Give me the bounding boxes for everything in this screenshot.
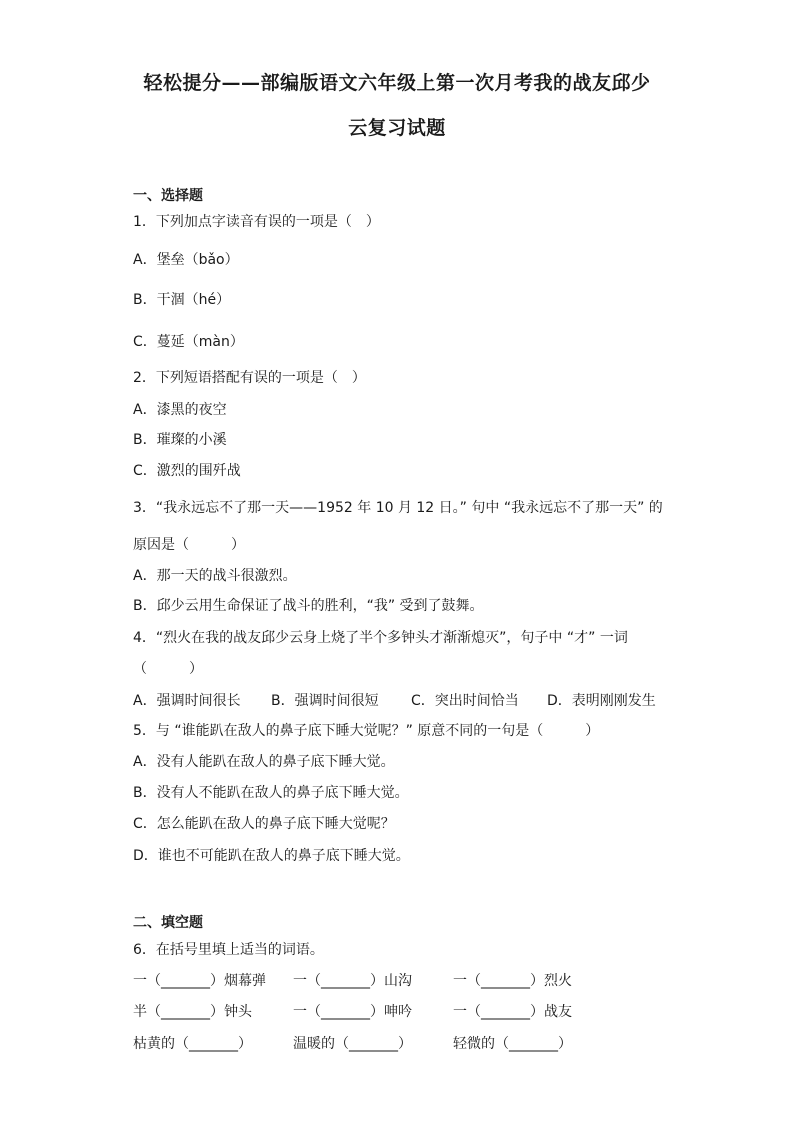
page-title-line1: 轻松提分——部编版语文六年级上第一次月考我的战友邱少 <box>143 72 651 94</box>
question-3-stem-line2: 原因是（ ） <box>133 537 245 553</box>
fill-blank-item: 轻微的（_______） <box>453 1036 572 1052</box>
question-1-option-c: C．蔓延（màn） <box>133 334 244 350</box>
question-5-stem: 5．与 “谁能趴在敌人的鼻子底下睡大觉呢？” 原意不同的一句是（ ） <box>133 723 600 739</box>
question-5-option-d: D．谁也不可能趴在敌人的鼻子底下睡大觉。 <box>133 848 410 864</box>
question-3-option-a: A．那一天的战斗很激烈。 <box>133 568 297 584</box>
question-2-option-a: A．漆黑的夜空 <box>133 402 227 418</box>
question-6-stem: 6．在括号里填上适当的词语。 <box>133 942 324 958</box>
question-4-option-b: B．强调时间很短 <box>271 693 379 709</box>
section-heading-fill: 二、填空题 <box>133 915 203 931</box>
question-2-option-b: B．璀璨的小溪 <box>133 432 227 448</box>
question-5-option-b: B．没有人不能趴在敌人的鼻子底下睡大觉。 <box>133 785 409 801</box>
question-4-option-d: D．表明刚刚发生 <box>547 693 656 709</box>
question-4-option-a: A．强调时间很长 <box>133 693 241 709</box>
fill-blank-item: 一（_______）烟幕弹 <box>133 973 266 989</box>
question-6-row-2 <box>133 1002 593 1022</box>
page-title-line2: 云复习试题 <box>348 117 446 139</box>
question-2-stem: 2．下列短语搭配有误的一项是（ ） <box>133 370 366 386</box>
fill-blank-item: 一（_______）战友 <box>453 1004 572 1020</box>
fill-blank-item: 一（_______）烈火 <box>453 973 572 989</box>
question-3-option-b: B．邱少云用生命保证了战斗的胜利，“我” 受到了鼓舞。 <box>133 598 484 614</box>
question-4-stem-line2: （ ） <box>133 661 203 677</box>
question-4-stem-line1: 4．“烈火在我的战友邱少云身上烧了半个多钟头才渐渐熄灭”，句子中 “才” 一词 <box>133 630 628 646</box>
fill-blank-item: 枯黄的（_______） <box>133 1036 252 1052</box>
question-1-option-b: B．干涸（hé） <box>133 292 231 308</box>
fill-blank-item: 一（_______）呻吟 <box>293 1004 412 1020</box>
fill-blank-item: 一（_______）山沟 <box>293 973 412 989</box>
question-5-option-a: A．没有人能趴在敌人的鼻子底下睡大觉。 <box>133 754 395 770</box>
question-4-option-c: C．突出时间恰当 <box>411 693 519 709</box>
fill-blank-item: 温暖的（_______） <box>293 1036 412 1052</box>
question-2-option-c: C．激烈的围歼战 <box>133 463 241 479</box>
section-heading-choice: 一、选择题 <box>133 188 203 204</box>
question-3-stem-line1: 3．“我永远忘不了那一天——1952 年 10 月 12 日。” 句中 “我永远忘不了那一天” 的 <box>133 500 663 516</box>
question-1-option-a: A．堡垒（bǎo） <box>133 252 239 268</box>
question-6-row-3 <box>133 1034 593 1054</box>
question-4-options <box>133 691 673 711</box>
fill-blank-item: 半（_______）钟头 <box>133 1004 252 1020</box>
question-5-option-c: C．怎么能趴在敌人的鼻子底下睡大觉呢？ <box>133 816 395 832</box>
question-1-stem: 1．下列加点字读音有误的一项是（ ） <box>133 214 380 230</box>
question-6-row-1 <box>133 971 593 991</box>
